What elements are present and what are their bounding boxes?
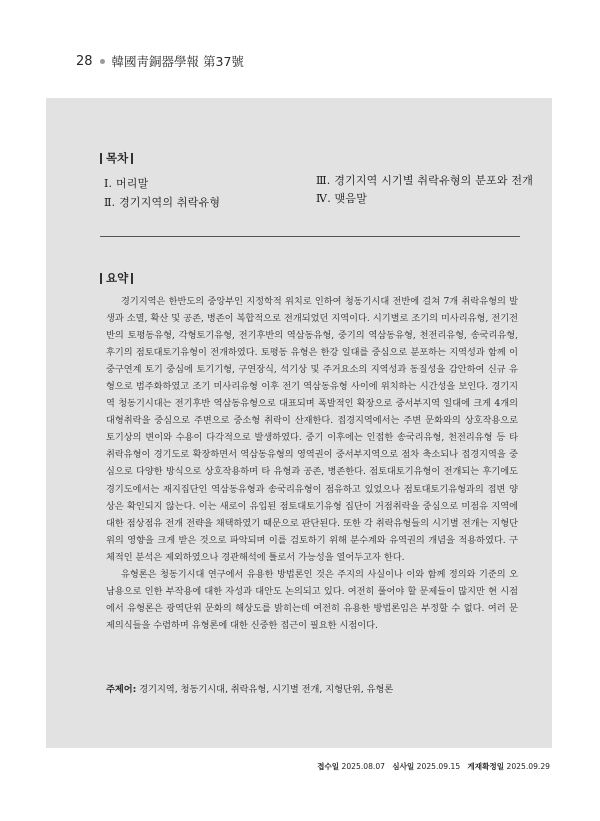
keywords — [106, 681, 393, 695]
received-label: 접수일 — [317, 762, 340, 771]
accepted-label: 게재확정일 — [467, 762, 505, 771]
submission-dates — [317, 761, 550, 772]
reviewed-date: 2025.09.15 — [416, 762, 461, 771]
heading-bar-icon — [131, 153, 133, 164]
accepted-date: 2025.09.29 — [506, 762, 550, 771]
received-date: 2025.08.07 — [341, 762, 385, 771]
heading-bar-icon — [131, 273, 133, 284]
divider-line — [100, 236, 520, 237]
abstract-paragraph: 경기지역은 한반도의 중앙부인 지정학적 위치로 인하여 청동기시대 전반에 걸쳐 7개 취락유형의 발생과 소멸, 확산 및 공존, 병존이 복합적으로 전개되었던 지역이다. 시기별로 조기의 미사리유형, 전기전반의 토평동유형, 각형토기유형, 전기후반의 역삼동유형, 중기의 역삼동유형, 천전리유형, 송국리유형, 후기의 점토대토기유형이 전개하였다. 토평동 유형은 한강 일대를 중심으로 분포하는 지역성과 함께 이중구연계 토기 중심에 토기기형, 구연장식, 석기상 및 주거요소의 지역성과 동질성을 감안하여 신규 유형으로 범주화하였고 조기 미사리유형 이후 전기 역삼동유형 사이에 위치하는 시간성을 보인다. 경기지역 청동기시대는 전기후반 역삼동유형으로 대표되며 폭발적인 확장으로 중서부지역 일대에 크게 4개의 대형취락을 중심으로 주변으로 중소형 취락이 산재한다. 접경지역에서는 주변 문화와의 상호작용으로 토기상의 변이와 수용이 다각적으로 발생하였다. 중기 이후에는 인접한 송국리유형, 천전리유형 등 타 취락유형이 경기도로 확장하면서 역삼동유형의 영역권이 중서부지역으로 점차 축소되나 접경지역을 중심으로 다양한 방식으로 상호작용하며 타 유형과 공존, 병존한다. 점토대토기유형이 전개되는 후기에도 경기도에서는 재지집단인 역삼동유형과 송국리유형이 점유하고 있었으나 점토대토기유형과의 접변 양상은 확인되지 않는다. 이는 새로이 유입된 점토대토기유형 집단이 거점취락을 중심으로 미점유 지역에 대한 점상점유 전개 전략을 채택하였기 때문으로 판단된다. 또한 각 취락유형들의 시기별 전개는 지형단위의 영향을 크게 받은 것으로 파악되며 이를 검토하기 위해 분수계와 유역권의 개념을 적용하였다. 구체적인 분석은 제외하였으나 경관해석에 틀로서 가능성을 열어두고자 한다. — [106, 296, 518, 563]
heading-bar-icon — [100, 153, 102, 164]
toc-title: 목차 — [106, 151, 129, 165]
abstract-body — [106, 293, 518, 634]
toc-item-3: Ⅲ. 경기지역 시기별 취락유형의 분포와 전개 — [316, 174, 534, 187]
running-header — [76, 52, 244, 70]
abstract-paragraph: 유형론은 청동기시대 연구에서 유용한 방법론인 것은 주지의 사실이나 이와 함께 정의와 기준의 오남용으로 인한 부작용에 대한 자성과 대안도 논의되고 있다. 여전히 풀어야 할 문제들이 많지만 현 시점에서 유형론은 광역단위 문화의 해상도를 밝히는데 여전히 유용한 방법론임은 부정할 수 없다. 여러 문제의식들을 수렴하며 유형론에 대한 신중한 접근이 필요한 시점이다. — [106, 568, 518, 631]
bullet-dot-icon — [100, 59, 105, 64]
keywords-label: 주제어: — [106, 684, 137, 695]
journal-title: 韓國靑銅器學報 第37號 — [111, 54, 244, 69]
abstract-title: 요약 — [106, 271, 129, 285]
page-number: 28 — [76, 53, 93, 69]
heading-bar-icon — [100, 273, 102, 284]
abstract-heading — [100, 270, 133, 286]
toc-item-2: Ⅱ. 경기지역의 취락유형 — [104, 196, 221, 209]
toc-item-1: Ⅰ. 머리말 — [104, 177, 149, 190]
toc-heading — [100, 150, 133, 166]
keywords-list: 경기지역, 청동기시대, 취락유형, 시기별 전개, 지형단위, 유형론 — [139, 684, 394, 695]
toc-item-4: Ⅳ. 맺음말 — [316, 192, 368, 205]
reviewed-label: 심사일 — [392, 762, 415, 771]
